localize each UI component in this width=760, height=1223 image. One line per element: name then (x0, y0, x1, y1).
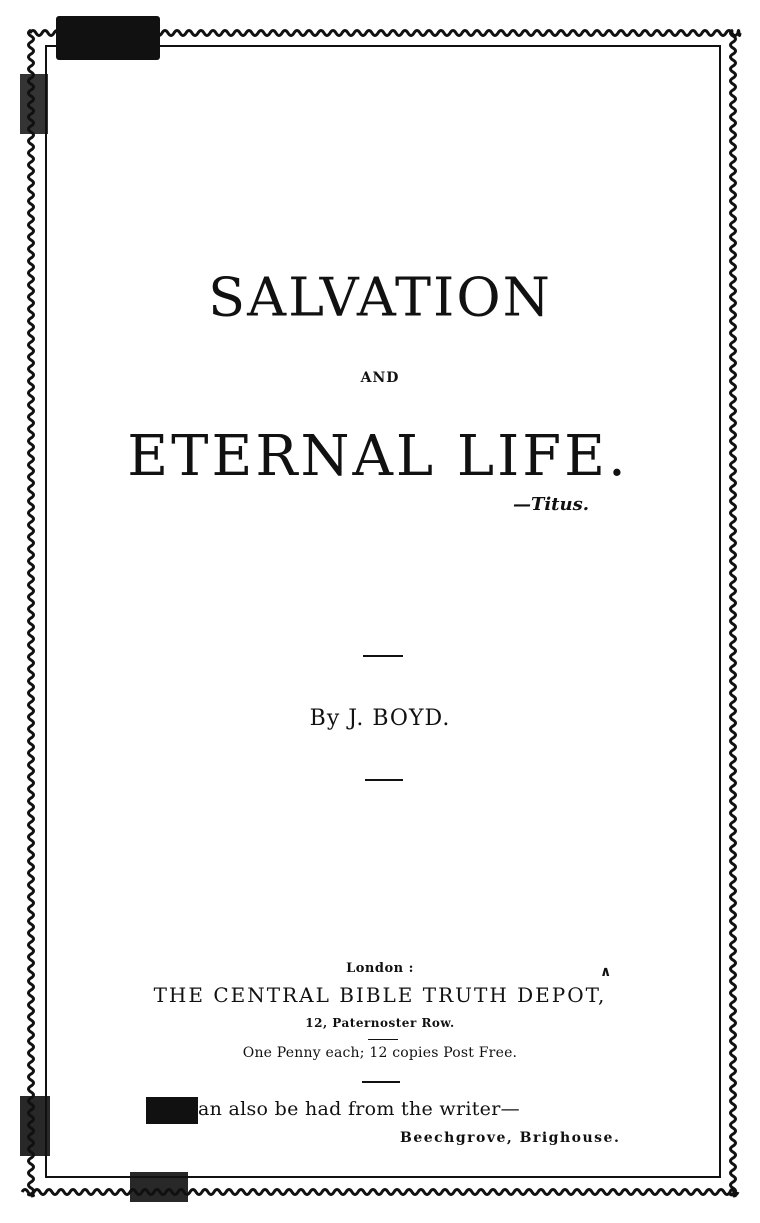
rule-above-price (368, 1039, 398, 1040)
title-line-1: SALVATION (208, 266, 552, 329)
inner-rule-frame (46, 46, 720, 1177)
writer-address: Beechgrove, Brighouse. (400, 1130, 621, 1146)
imprint-publisher: THE CENTRAL BIBLE TRUTH DEPOT, (153, 983, 607, 1007)
rule-below-byline (365, 779, 403, 781)
rule-above-byline (363, 655, 403, 657)
redaction-blot (146, 1097, 198, 1124)
ink-blot-bottom (130, 1172, 188, 1202)
ink-blot-bottom-left (20, 1096, 50, 1156)
title-line-2: ETERNAL LIFE. (127, 424, 629, 489)
price-line: One Penny each; 12 copies Post Free. (242, 1045, 518, 1061)
ink-blot-top-left (56, 16, 160, 60)
ink-blot-left-edge (20, 74, 48, 134)
title-conjunction: AND (360, 370, 400, 386)
title-attribution: —Titus. (512, 494, 589, 515)
imprint-city: London : (346, 961, 414, 976)
availability-note: an also be had from the writer— (198, 1098, 520, 1120)
author-byline: By J. BOYD. (309, 706, 451, 731)
imprint-address: 12, Paternoster Row. (305, 1016, 455, 1030)
rule-below-price (362, 1081, 400, 1083)
insertion-mark: ∧ (600, 964, 612, 980)
